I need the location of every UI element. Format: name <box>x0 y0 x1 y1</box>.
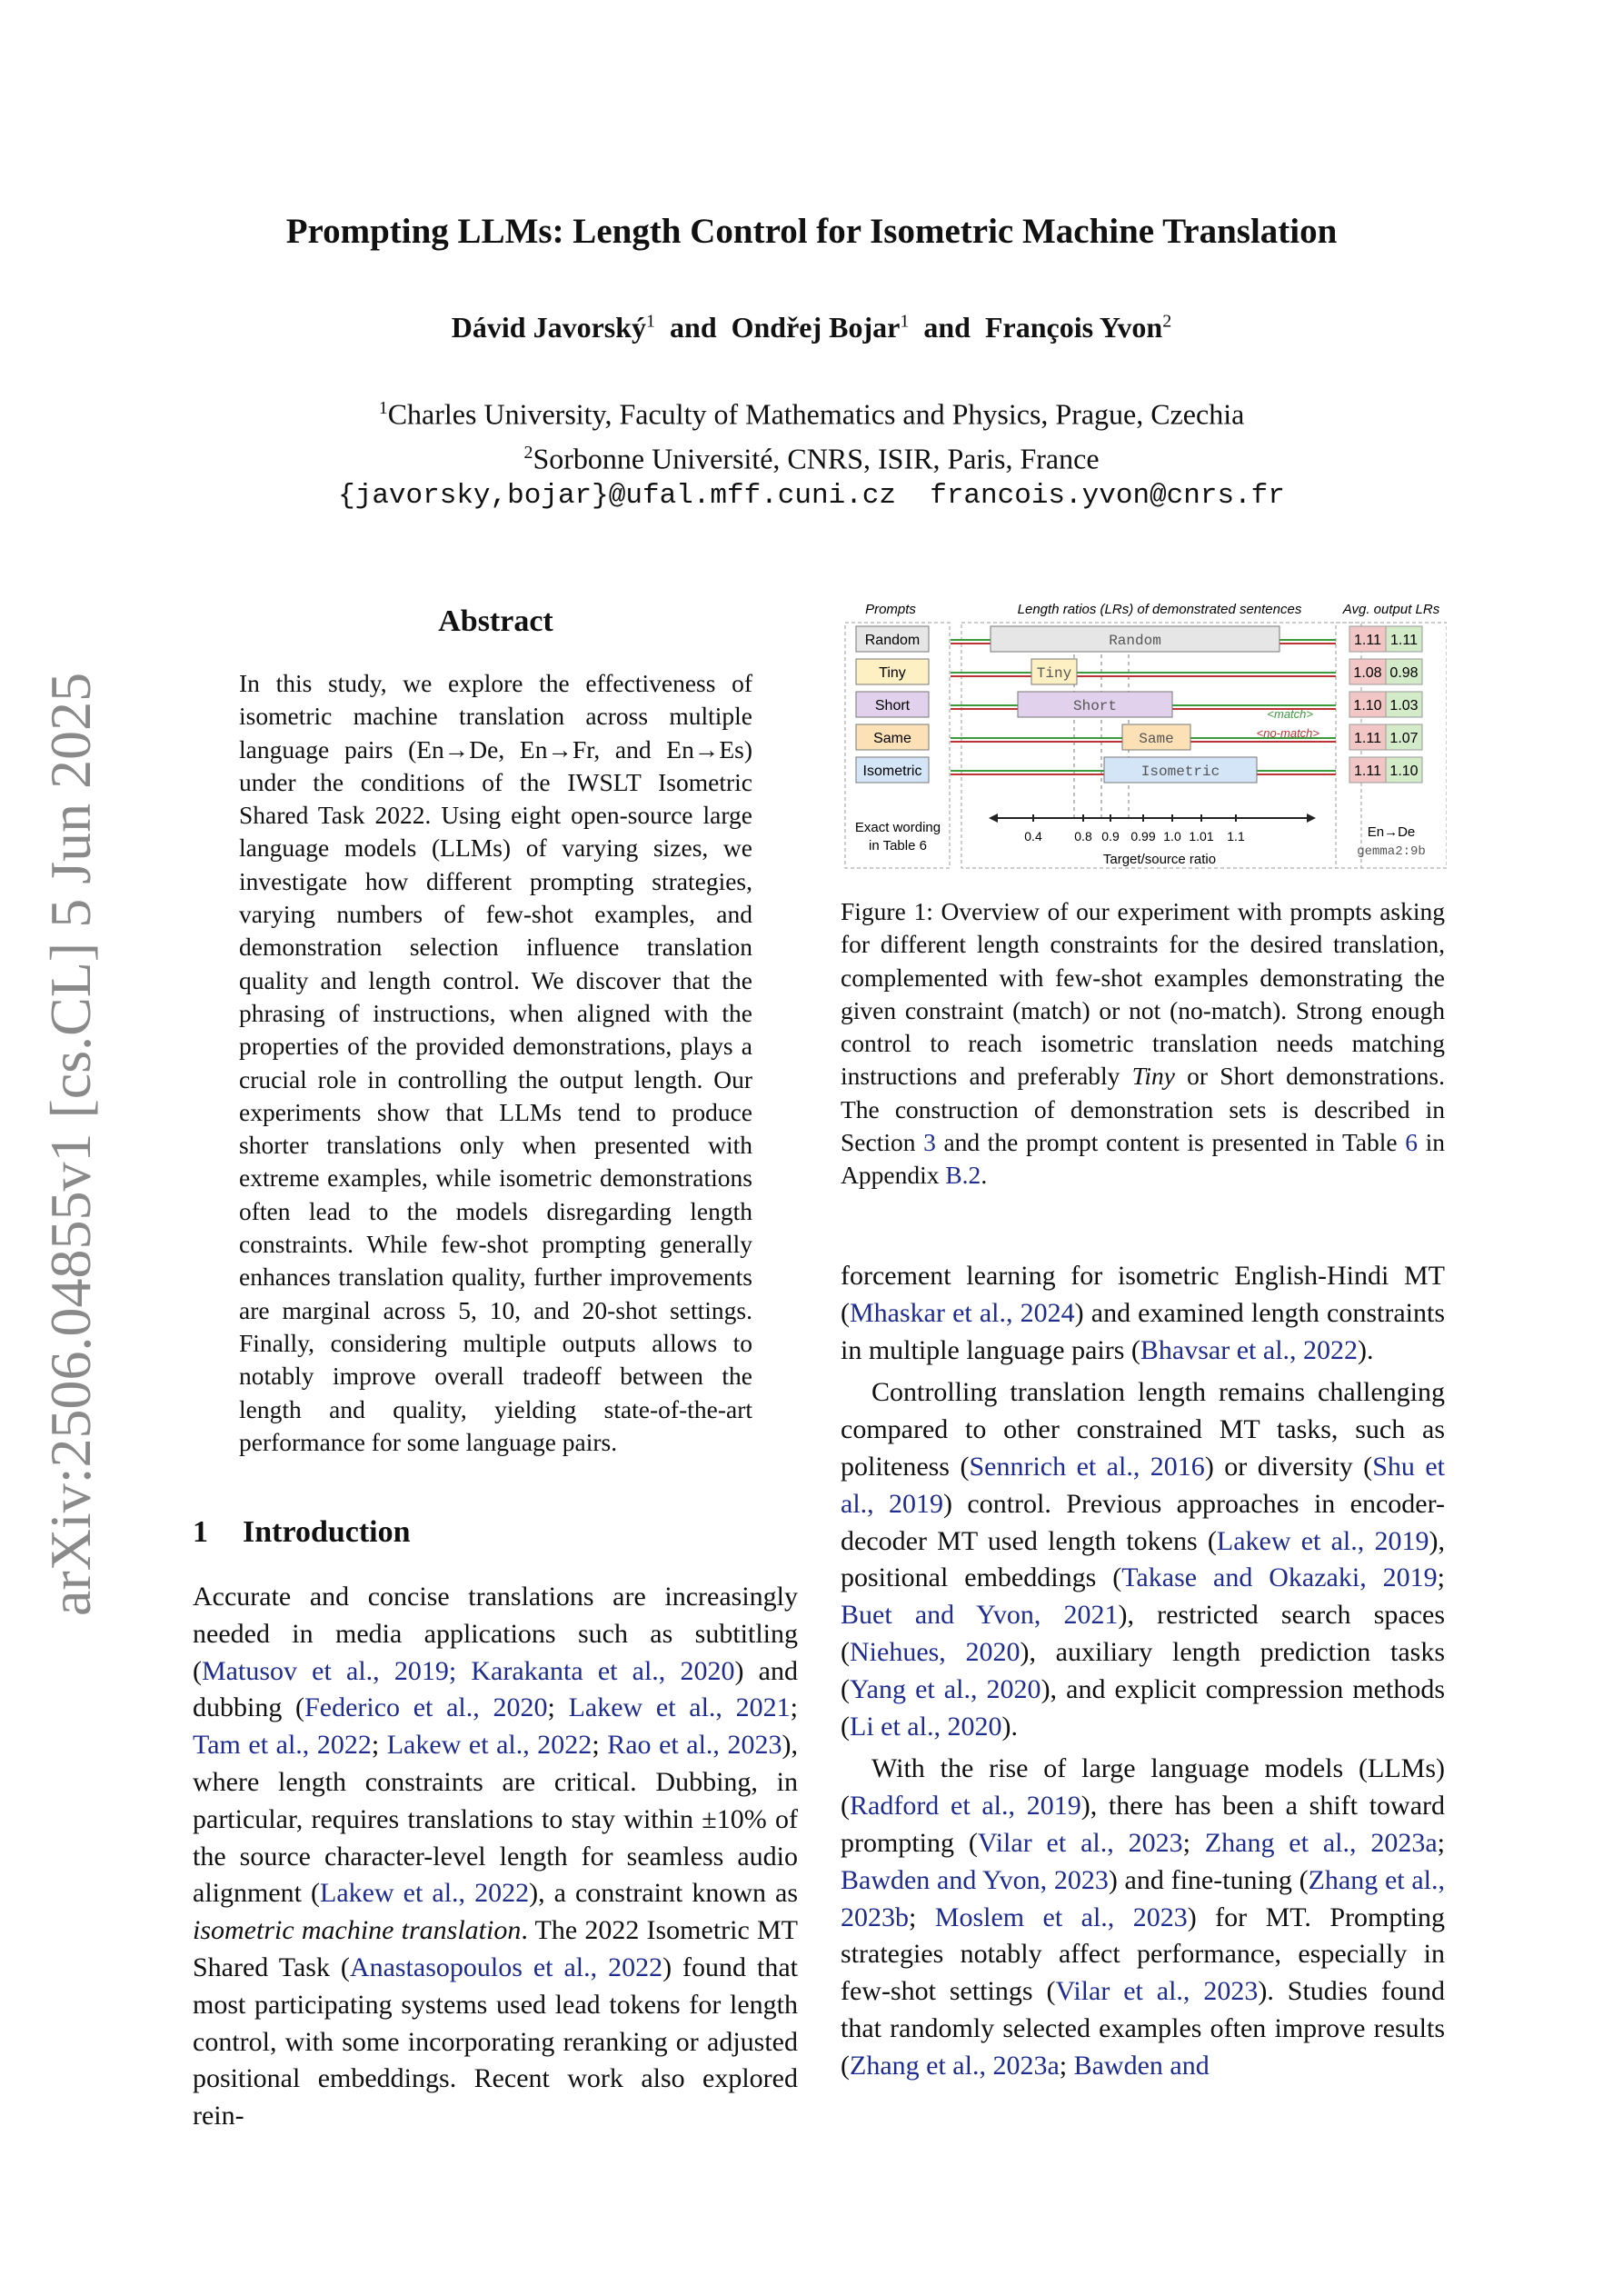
body-text: ; <box>371 1730 387 1761</box>
avg-nomatch-value: 0.98 <box>1389 665 1419 681</box>
citation-link[interactable]: Vilar et al., 2023 <box>977 1827 1183 1858</box>
match-label: <match> <box>1267 707 1313 721</box>
paragraph <box>841 1751 1445 2084</box>
paper-title: Prompting LLMs: Length Control for Isometric Machine Translation <box>285 212 1338 251</box>
citation-link[interactable]: Vilar et al., 2023 <box>1055 1976 1259 2007</box>
affiliation-marker: 2 <box>523 442 533 463</box>
axis-tick-label: 0.99 <box>1130 829 1156 844</box>
citation-link[interactable]: Bhavsar et al., 2022 <box>1140 1334 1359 1365</box>
author-name: Ondřej Bojar <box>731 311 901 344</box>
citation-link[interactable]: Rao et al., 2023 <box>607 1730 782 1761</box>
language-pair-label: En→De <box>1367 824 1416 840</box>
body-text: ). <box>1358 1334 1374 1365</box>
affiliation-marker: 1 <box>900 311 910 332</box>
citation-link[interactable]: Lakew et al., 2022 <box>320 1878 530 1909</box>
body-text: ; <box>1182 1827 1205 1858</box>
author-separator: and <box>670 311 717 344</box>
citation-link[interactable]: Mhaskar et al., 2024 <box>850 1297 1075 1328</box>
citation-link[interactable]: Yang et al., 2020 <box>850 1673 1041 1704</box>
citation-link[interactable]: Lakew et al., 2021 <box>568 1692 791 1723</box>
affiliation-text: Sorbonne Université, CNRS, ISIR, Paris, France <box>533 442 1100 475</box>
figure-1-diagram <box>836 600 1447 873</box>
citation-link[interactable]: Tam et al., 2022 <box>193 1730 372 1761</box>
affiliation-2 <box>0 434 1623 478</box>
avg-nomatch-value: 1.03 <box>1389 698 1419 714</box>
body-text: ), and explicit compression methods ( <box>841 1673 1446 1742</box>
body-text: ) and examined length constraints in multiple language pairs ( <box>841 1297 1445 1365</box>
prompt-label: Short <box>874 698 911 714</box>
body-text: ), where length constraints are critical. Dubbing, in particular, requires translations to stay within ±10% of the source character-level length for seamless audio alignment ( <box>193 1730 798 1909</box>
figure-caption <box>841 895 1445 1193</box>
prompt-label: Random <box>864 633 921 648</box>
section-link[interactable]: 3 <box>923 1128 936 1157</box>
axis-arrow-right <box>1307 814 1316 823</box>
citation-link[interactable]: Matusov et al., 2019; Karakanta et al., 2020 <box>202 1655 735 1686</box>
body-text: Controlling translation length remains challenging compared to other constrained MT tasks, such as politeness ( <box>841 1377 1445 1482</box>
body-text: ) or diversity ( <box>1204 1451 1373 1482</box>
intro-paragraph <box>193 1579 798 2135</box>
axis-tick-label: 0.9 <box>1101 829 1120 844</box>
body-text: ). Studies found that randomly selected examples often improve results ( <box>841 1976 1446 2081</box>
ratio-axis-label: Target/source ratio <box>1102 852 1217 867</box>
body-text: . The 2022 Isometric MT Shared Task ( <box>193 1915 798 1982</box>
table-link[interactable]: 6 <box>1405 1128 1418 1157</box>
citation-link[interactable]: Federico et al., 2020 <box>304 1692 548 1723</box>
section-title: Introduction <box>243 1515 411 1549</box>
citation-link[interactable]: Radford et al., 2019 <box>850 1791 1081 1822</box>
avg-match-value: 1.11 <box>1354 764 1381 779</box>
author-separator: and <box>923 311 971 344</box>
citation-link[interactable]: Lakew et al., 2022 <box>386 1730 592 1761</box>
affiliation-text: Charles University, Faculty of Mathematics and Physics, Prague, Czechia <box>387 397 1245 431</box>
section-heading <box>193 1515 411 1550</box>
body-text: ) found that most participating systems used lead tokens for length control, with some incorporating reranking or adjusted positional embeddings. Recent work also explored rein- <box>193 1952 798 2131</box>
avg-match-value: 1.08 <box>1353 665 1382 681</box>
body-text: ). <box>1001 1711 1018 1742</box>
prompt-label: Tiny <box>879 665 906 681</box>
axis-tick-label: 1.0 <box>1163 829 1181 844</box>
axis-tick-label: 1.1 <box>1227 829 1245 844</box>
axis-arrow-left <box>989 814 998 823</box>
body-text: ), auxiliary length prediction tasks ( <box>841 1636 1445 1704</box>
axis-tick-label: 1.01 <box>1189 829 1214 844</box>
author-line <box>0 311 1623 344</box>
citation-link[interactable]: Anastasopoulos et al., 2022 <box>349 1952 663 1982</box>
demo-ratio-label: Tiny <box>1036 665 1072 682</box>
exact-wording-label-2: in Table 6 <box>869 838 927 854</box>
author-emails: {javorsky,bojar}@ufal.mff.cuni.cz francois.yvon@cnrs.fr <box>338 480 1285 513</box>
body-text: ) and dubbing ( <box>193 1655 798 1723</box>
citation-link[interactable]: Li et al., 2020 <box>850 1711 1002 1742</box>
caption-text: or Short demonstrations. The construction of demonstration sets is described in Section <box>841 1062 1445 1157</box>
nomatch-label: <no-match> <box>1256 726 1319 740</box>
model-name-label: gemma2:9b <box>1357 844 1426 859</box>
avg-nomatch-value: 1.10 <box>1389 764 1419 779</box>
body-text: ; <box>1437 1562 1446 1593</box>
body-text: ), a constraint known as <box>529 1878 799 1909</box>
citation-link[interactable]: Shu et al., 2019 <box>841 1451 1445 1519</box>
caption-text: in Appendix <box>841 1128 1445 1190</box>
body-text: ), positional embeddings ( <box>841 1525 1446 1593</box>
demo-ratio-label: Isometric <box>1140 764 1220 780</box>
paragraph <box>841 1374 1445 1745</box>
abstract-heading: Abstract <box>438 604 553 638</box>
caption-text: and the prompt content is presented in Table <box>935 1128 1406 1157</box>
body-text: ; <box>909 1902 935 1932</box>
affiliation-marker: 1 <box>646 311 656 332</box>
caption-text: . <box>981 1161 988 1190</box>
header-prompts: Prompts <box>865 602 916 617</box>
citation-link[interactable]: Takase and Okazaki, 2019 <box>1121 1562 1438 1593</box>
body-text: With the rise of large language models (LLMs) ( <box>841 1753 1445 1822</box>
body-text: ; <box>592 1730 608 1761</box>
citation-link[interactable]: Zhang et al., 2023a <box>850 2050 1060 2081</box>
affiliation-marker: 2 <box>1162 311 1172 332</box>
right-column-text <box>841 1258 1445 2085</box>
citation-link[interactable]: Sennrich et al., 2016 <box>969 1451 1205 1482</box>
avg-nomatch-value: 1.11 <box>1390 633 1418 648</box>
body-text: ; <box>790 1692 799 1723</box>
body-text: ; <box>1059 2050 1074 2081</box>
caption-text: Figure 1: Overview of our experiment with prompts asking for different length constraints for the desired translation, complemented with few-shot examples demonstrating the given constraint (match) or not (no-match). Strong enough control to reach isometric translation needs matching instructions and preferably <box>841 897 1445 1091</box>
abstract-text: In this study, we explore the effectiveness of isometric machine translation across multiple language pairs (En→De, En→Fr, and En→Es) under the conditions of the IWSLT Isometric Shared Task 2022. Using eight open-source large language models (LLMs) of varying sizes, we investigate how different prompting strategies, varying numbers of few-shot examples, and demonstration selection influence translation quality and length control. We discover that the phrasing of instructions, when aligned with the properties of the provided demonstrations, plays a crucial role in controlling the output length. Our experiments show that LLMs tend to produce shorter translations only when presented with extreme examples, while isometric demonstrations often lead to the models disregarding length constraints. While few-shot prompting generally enhances translation quality, further improvements are marginal across 5, 10, and 20-shot settings. Finally, considering multiple outputs allows to notably improve overall tradeoff between the length and quality, yielding state-of-the-art performance for some language pairs. <box>239 669 752 1456</box>
body-text: Accurate and concise translations are increasingly needed in media applications such as subtitling ( <box>193 1582 798 1686</box>
body-text: ; <box>1437 1827 1445 1858</box>
citation-link[interactable]: Buet and Yvon, 2021 <box>841 1600 1119 1631</box>
header-avg-output: Avg. output LRs <box>1342 602 1440 617</box>
section-number: 1 <box>193 1515 208 1549</box>
body-text: ), restricted search spaces ( <box>841 1600 1445 1667</box>
arxiv-stamp: arXiv:2506.04855v1 [cs.CL] 5 Jun 2025 <box>38 672 103 1616</box>
body-text: forcement learning for isometric English-Hindi MT ( <box>841 1261 1445 1328</box>
body-text: ), there has been a shift toward prompting ( <box>841 1791 1445 1858</box>
avg-match-value: 1.10 <box>1353 698 1382 714</box>
body-text: ; <box>547 1692 569 1723</box>
avg-match-value: 1.11 <box>1354 731 1381 746</box>
emphasized-term: isometric machine translation <box>193 1915 522 1946</box>
citation-link[interactable]: Zhang et al., 2023b <box>841 1864 1445 1932</box>
prompt-label: Same <box>873 731 911 746</box>
header-length-ratios: Length ratios (LRs) of demonstrated sentences <box>1017 602 1302 617</box>
demo-ratio-label: Random <box>1109 633 1161 649</box>
affiliations <box>0 389 1623 515</box>
citation-link[interactable]: Bawden and <box>1073 2050 1210 2081</box>
citation-link[interactable]: Niehues, 2020 <box>850 1636 1021 1667</box>
citation-link[interactable]: Bawden and Yvon, 2023 <box>841 1864 1109 1895</box>
demo-ratio-label: Short <box>1072 698 1118 714</box>
citation-link[interactable]: Lakew et al., 2019 <box>1216 1525 1429 1556</box>
emphasized-term: Tiny <box>1131 1062 1175 1091</box>
citation-link[interactable]: Moslem et al., 2023 <box>934 1902 1188 1932</box>
demo-ratio-label: Same <box>1139 731 1174 747</box>
axis-tick-label: 0.8 <box>1074 829 1092 844</box>
author-name: Dávid Javorský <box>451 311 647 344</box>
affiliation-1 <box>0 389 1623 434</box>
paragraph-continued <box>841 1258 1445 1369</box>
citation-link[interactable]: Zhang et al., 2023a <box>1204 1827 1438 1858</box>
body-text: ) control. Previous approaches in encoder-decoder MT used length tokens ( <box>841 1488 1445 1556</box>
prompt-label: Isometric <box>862 764 922 779</box>
body-text: ) for MT. Prompting strategies notably affect performance, especially in few-shot settings ( <box>841 1902 1445 2007</box>
avg-match-value: 1.11 <box>1354 633 1381 648</box>
avg-nomatch-value: 1.07 <box>1389 731 1419 746</box>
author-name: François Yvon <box>984 311 1163 344</box>
exact-wording-label: Exact wording <box>854 820 941 835</box>
affiliation-marker: 1 <box>378 398 388 418</box>
axis-tick-label: 0.4 <box>1024 829 1042 844</box>
appendix-link[interactable]: B.2 <box>945 1161 981 1190</box>
body-text: ) and fine-tuning ( <box>1108 1864 1309 1895</box>
